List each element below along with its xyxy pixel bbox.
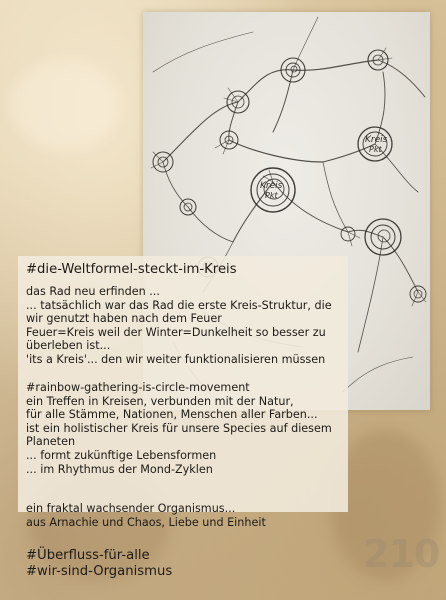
text-line: ein fraktal wachsender Organismus...	[26, 502, 236, 515]
text-line: Planeten	[26, 435, 76, 449]
text-line: ... formt zukünftige Lebensformen	[26, 448, 217, 462]
text-line: ein Treffen in Kreisen, verbunden mit der Natur,	[26, 394, 294, 408]
text-line: Feuer=Kreis weil der Winter=Dunkelheit so besser zu	[26, 325, 326, 339]
paragraph-3	[26, 502, 346, 529]
text-line: #rainbow-gathering-is-circle-movement	[26, 381, 250, 394]
text-line: ... tatsächlich war das Rad die erste Kreis-Struktur, die	[26, 298, 332, 312]
paragraph-1	[26, 285, 346, 367]
sketch-circle	[410, 286, 426, 302]
drawing-label: Pkt	[369, 145, 382, 154]
text-line: wir genutzt haben nach dem Feuer	[26, 312, 222, 326]
hashtag: #Überfluss-für-alle	[26, 548, 150, 563]
paper-stain	[10, 60, 120, 150]
page-number: 210	[363, 532, 440, 576]
paragraph-2	[26, 381, 346, 476]
footer-hashtags	[26, 548, 346, 580]
hashtag: #wir-sind-Organismus	[26, 564, 173, 579]
page-heading: #die-Weltformel-steckt-im-Kreis	[26, 262, 237, 277]
text-line: für alle Stämme, Nationen, Menschen aller Farben...	[26, 408, 318, 422]
text-line: aus Arnachie und Chaos, Liebe und Einheit	[26, 515, 266, 529]
sketch-circle	[341, 227, 355, 241]
text-line: überleben ist...	[26, 339, 111, 353]
drawing-label: Kreis	[365, 135, 388, 145]
text-line: ... im Rhythmus der Mond-Zyklen	[26, 462, 213, 476]
text-line: ist ein holistischer Kreis für unsere Species auf diesem	[26, 421, 332, 435]
drawing-label: Pkt	[265, 191, 278, 200]
text-line: das Rad neu erfinden ...	[26, 285, 160, 298]
text-line: 'its a Kreis'... den wir weiter funktionalisieren müssen	[26, 352, 326, 366]
drawing-label: Kreis	[260, 181, 283, 191]
